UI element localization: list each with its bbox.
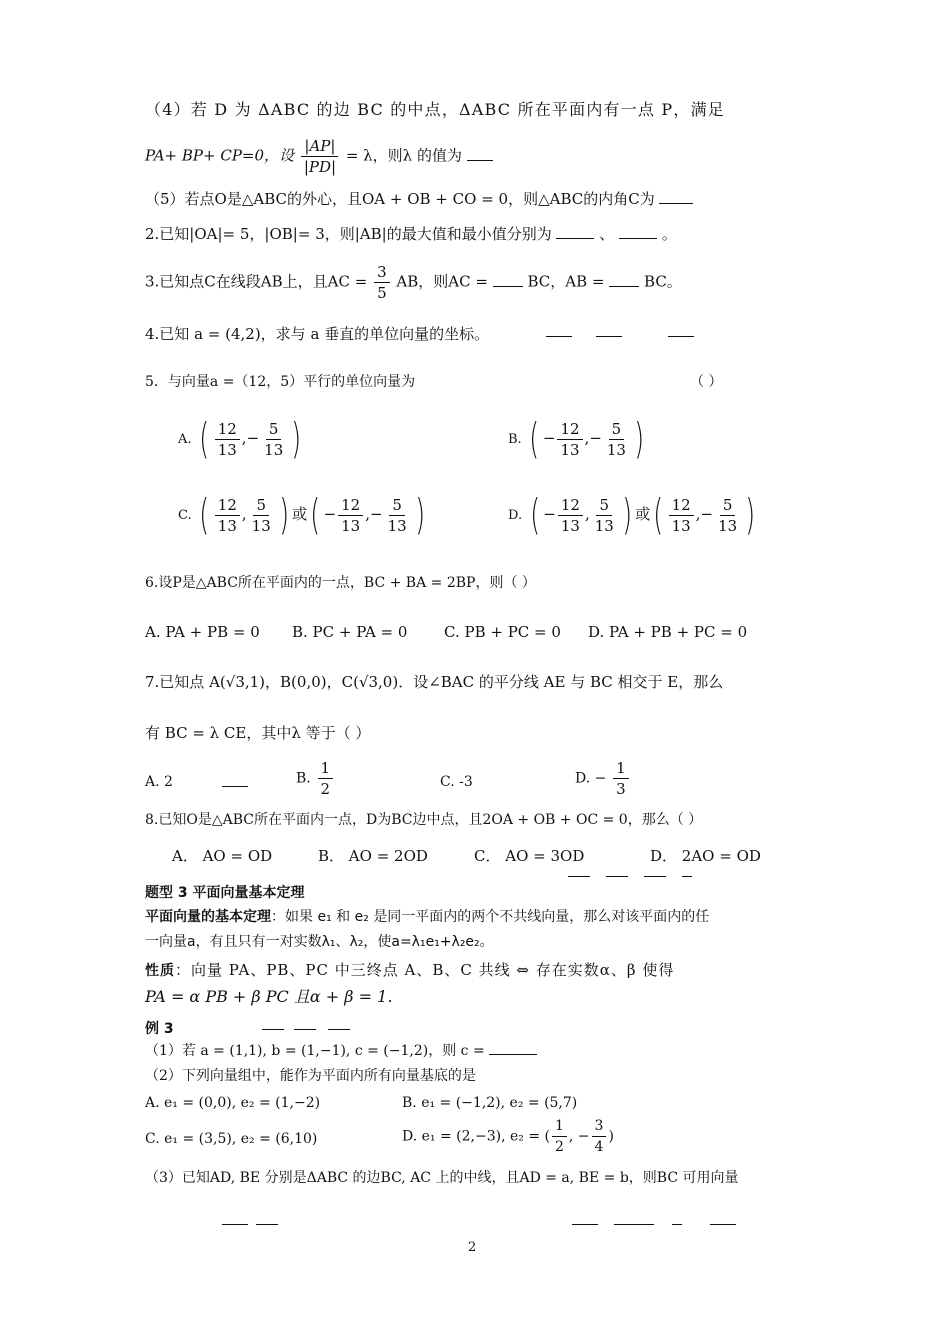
num: 12 (338, 495, 363, 516)
ex3-option-b: B. e₁ = (−1,2), e₂ = (5,7) (402, 1095, 578, 1111)
right-paren: ) (414, 490, 425, 539)
q5-answer-blank (659, 203, 693, 204)
option-label: B. (508, 432, 522, 447)
q6-option-c: C. PB + PC = 0 (444, 623, 561, 641)
den: 13 (217, 440, 237, 459)
option-label: D. (508, 508, 523, 523)
arrow-mark (568, 876, 590, 877)
num: 5 (720, 495, 736, 516)
fraction (249, 495, 274, 536)
arrow-mark (596, 336, 622, 337)
q8-option-a: A． AO = OD (172, 847, 273, 865)
q2-blank-min (619, 238, 657, 239)
property-label: 性质 (145, 963, 175, 979)
q6-option-b: B. PC + PA = 0 (292, 623, 408, 641)
num: 12 (215, 495, 240, 516)
arrow-mark (672, 1224, 682, 1225)
fraction (669, 495, 694, 536)
q5-option-a (178, 414, 305, 463)
q4-vector-question: 4.已知 a = (4,2)，求与 a 垂直的单位向量的坐标。 (145, 325, 490, 343)
num: 12 (669, 495, 694, 516)
q2-blank-max (556, 238, 594, 239)
minus: − (543, 505, 556, 523)
q6-option-d: D. PA + PB + PC = 0 (588, 623, 748, 641)
arrow-mark (710, 1224, 736, 1225)
arrow-mark (572, 1224, 598, 1225)
fraction (215, 419, 240, 460)
fraction (552, 1116, 567, 1157)
q4-answer-blank (467, 160, 493, 161)
left-paren: ( (199, 414, 210, 463)
arrow-mark (606, 876, 628, 877)
den: 13 (606, 440, 626, 459)
fraction (261, 419, 286, 460)
q5-paren: （ ） (690, 374, 723, 390)
ex3-option-a: A. e₁ = (0,0), e₂ = (1,−2) (145, 1095, 321, 1111)
fraction (557, 419, 582, 460)
property-line1 (145, 960, 674, 981)
q7-line2: 有 BC = λ CE，其中λ 等于（ ） (145, 724, 371, 742)
option-label: C. (178, 508, 192, 523)
minus: − (370, 505, 383, 523)
minus: − (323, 505, 337, 523)
theorem-text-1: ：如果 e₁ 和 e₂ 是同一平面内的两个不共线向量，那么对该平面内的任 (271, 909, 710, 925)
den: 13 (341, 516, 361, 535)
q6-stem: 6.设P是△ABC所在平面内的一点，BC + BA = 2BP，则（ ） (145, 575, 536, 591)
q4-line1: （4）若 D 为 ΔABC 的边 BC 的中点，ΔABC 所在平面内有一点 P，满足 (145, 100, 725, 119)
q5-line (145, 189, 693, 209)
ex3-q1-blank (489, 1054, 537, 1055)
arrow-mark (294, 1029, 316, 1030)
option-label: A. (178, 432, 192, 447)
right-paren: ) (279, 490, 289, 539)
right-paren: ) (634, 414, 645, 463)
theorem-line2: 一向量a，有且只有一对实数λ₁、λ₂，使a=λ₁e₁+λ₂e₂。 (145, 934, 494, 950)
den: 13 (251, 516, 271, 535)
fraction (592, 495, 617, 536)
fraction (604, 419, 629, 460)
minus: − (542, 429, 556, 447)
left-paren: ( (653, 490, 664, 539)
den: 13 (264, 440, 284, 459)
ex3-q1-text: （1）若 a = (1,1), b = (1,−1), c = (−1,2)，则 c = (145, 1043, 485, 1059)
den: 2 (320, 780, 331, 798)
fraction (215, 495, 240, 536)
arrow-mark (262, 1029, 284, 1030)
ex3-option-c: C. e₁ = (3,5), e₂ = (6,10) (145, 1131, 318, 1147)
num: 12 (215, 419, 240, 440)
q3-blank1 (493, 286, 523, 287)
num: 5 (609, 419, 625, 440)
den: 13 (217, 516, 237, 535)
ex3-option-d (402, 1116, 614, 1157)
q8-option-b: B． AO = 2OD (318, 847, 428, 865)
q3-mid: AB，则AC = (396, 272, 488, 291)
num: 12 (557, 419, 582, 440)
q8-option-c: C． AO = 3OD (474, 847, 585, 865)
q4-ratio-fraction (301, 136, 339, 177)
or-word: 或 (635, 505, 651, 523)
section3-title: 题型 3 平面向量基本定理 (145, 885, 305, 901)
arrow-mark (546, 336, 572, 337)
num: 5 (253, 495, 269, 516)
q5-option-c (178, 490, 428, 539)
comma: , (584, 429, 590, 447)
arrow-mark (614, 1224, 654, 1225)
ex3-d-pre: D. e₁ = (2,−3), e₂ = ( (402, 1128, 550, 1145)
right-paren: ) (745, 490, 756, 539)
q5-option-d (508, 490, 759, 539)
left-paren: ( (529, 414, 540, 463)
fraction (318, 758, 334, 799)
ex3-q3: （3）已知AD, BE 分别是ΔABC 的边BC, AC 上的中线，且AD = a, BE = b，则BC 可用向量 (145, 1170, 739, 1186)
q4-condition: PA+ BP+ CP=0，设 (145, 146, 295, 165)
den: 13 (387, 516, 407, 535)
q3-line (145, 262, 682, 303)
q6-option-a: A. PA + PB = 0 (145, 623, 260, 641)
ex3-d-mid: , − (568, 1128, 590, 1145)
ex3-d-post: ) (608, 1128, 614, 1145)
ex3-q2: （2）下列向量组中，能作为平面内所有向量基底的是 (145, 1068, 476, 1084)
num: 5 (596, 495, 612, 516)
den: 3 (616, 780, 626, 798)
q5-option-b (508, 414, 647, 463)
right-paren: ) (622, 490, 632, 539)
example-3-label: 例 3 (145, 1021, 174, 1037)
arrow-mark (644, 876, 666, 877)
q8-option-d: D． 2AO = OD (650, 847, 761, 865)
comma: , (365, 505, 371, 523)
q7-option-c: C. -3 (440, 774, 473, 790)
theorem-line1 (145, 907, 709, 927)
minus: − (589, 429, 602, 447)
q3-blank2 (609, 286, 639, 287)
num: 5 (389, 495, 405, 516)
or-word: 或 (292, 505, 308, 523)
num: 1 (318, 758, 334, 779)
den: 13 (718, 516, 738, 535)
q4-ratio-num: |AP| (301, 136, 338, 157)
q7-option-b (296, 758, 335, 799)
option-label: B. (296, 770, 311, 787)
arrow-mark (256, 1224, 278, 1225)
num: 1 (552, 1116, 567, 1137)
q3-bc1: BC，AB = (527, 272, 605, 291)
ex3-q1 (145, 1041, 537, 1061)
fraction (715, 495, 740, 536)
property-text-1: ：向量 PA、PB、PC 中三终点 A、B、C 共线 ⇔ 存在实数α、β 使得 (175, 961, 675, 979)
minus: − (700, 505, 714, 523)
arrow-mark (222, 786, 248, 787)
arrow-mark (222, 1224, 248, 1225)
q7-option-a: A. 2 (145, 774, 173, 790)
q7-line1: 7.已知点 A(√3,1)，B(0,0)，C(√3,0)．设∠BAC 的平分线 AE 与 BC 相交于 E，那么 (145, 673, 724, 691)
arrow-mark (328, 1029, 350, 1030)
q4-ratio-den: |PD| (303, 158, 337, 176)
q3-bc2: BC。 (644, 272, 682, 291)
arrow-mark (668, 336, 694, 337)
q5-stem: 5．与向量a =（12，5）平行的单位向量为 (145, 374, 416, 390)
den: 13 (560, 516, 580, 535)
comma: , (695, 505, 701, 523)
fraction (385, 495, 410, 536)
num: 5 (266, 419, 282, 440)
minus: − (246, 429, 260, 447)
arrow-mark (682, 876, 692, 877)
fraction (558, 495, 583, 536)
comma: , (584, 505, 590, 523)
den: 4 (594, 1139, 604, 1155)
q5-text: （5）若点O是△ABC的外心，且OA + OB + CO = 0，则△ABC的内角C为 (145, 190, 655, 208)
q2-text: 2.已知|OA|= 5，|OB|= 3，则|AB|的最大值和最小值分别为 (145, 225, 552, 243)
q2-line (145, 224, 677, 244)
q3-frac-den: 5 (377, 284, 387, 302)
den: 13 (560, 440, 580, 459)
option-label: D. − (575, 770, 607, 787)
comma: , (241, 429, 247, 447)
den: 2 (554, 1139, 564, 1155)
fraction (592, 1116, 607, 1157)
q4-line2 (145, 136, 493, 177)
page-number: 2 (468, 1240, 477, 1255)
q2-sep: 、 (599, 225, 615, 243)
property-line2: PA = α PB + β PC 且α + β = 1． (145, 987, 404, 1006)
right-paren: ) (291, 414, 302, 463)
q4-ratio-tail: = λ，则λ 的值为 (345, 146, 462, 165)
left-paren: ( (310, 490, 321, 539)
left-paren: ( (199, 490, 210, 539)
num: 12 (558, 495, 583, 516)
fraction (613, 758, 629, 799)
q3-fraction (374, 262, 390, 303)
fraction (338, 495, 363, 536)
num: 3 (592, 1116, 607, 1137)
q2-end: 。 (661, 225, 677, 243)
q7-option-d (575, 758, 631, 799)
num: 1 (613, 758, 629, 779)
q3-text: 3.已知点C在线段AB上，且AC = (145, 272, 368, 291)
q3-frac-num: 3 (374, 262, 390, 283)
den: 13 (594, 516, 614, 535)
q8-stem: 8.已知O是△ABC所在平面内一点，D为BC边中点，且2OA + OB + OC = 0，那么（ ） (145, 812, 703, 828)
comma: , (241, 505, 247, 523)
left-paren: ( (530, 490, 540, 539)
den: 13 (671, 516, 691, 535)
theorem-label: 平面向量的基本定理 (145, 909, 271, 925)
